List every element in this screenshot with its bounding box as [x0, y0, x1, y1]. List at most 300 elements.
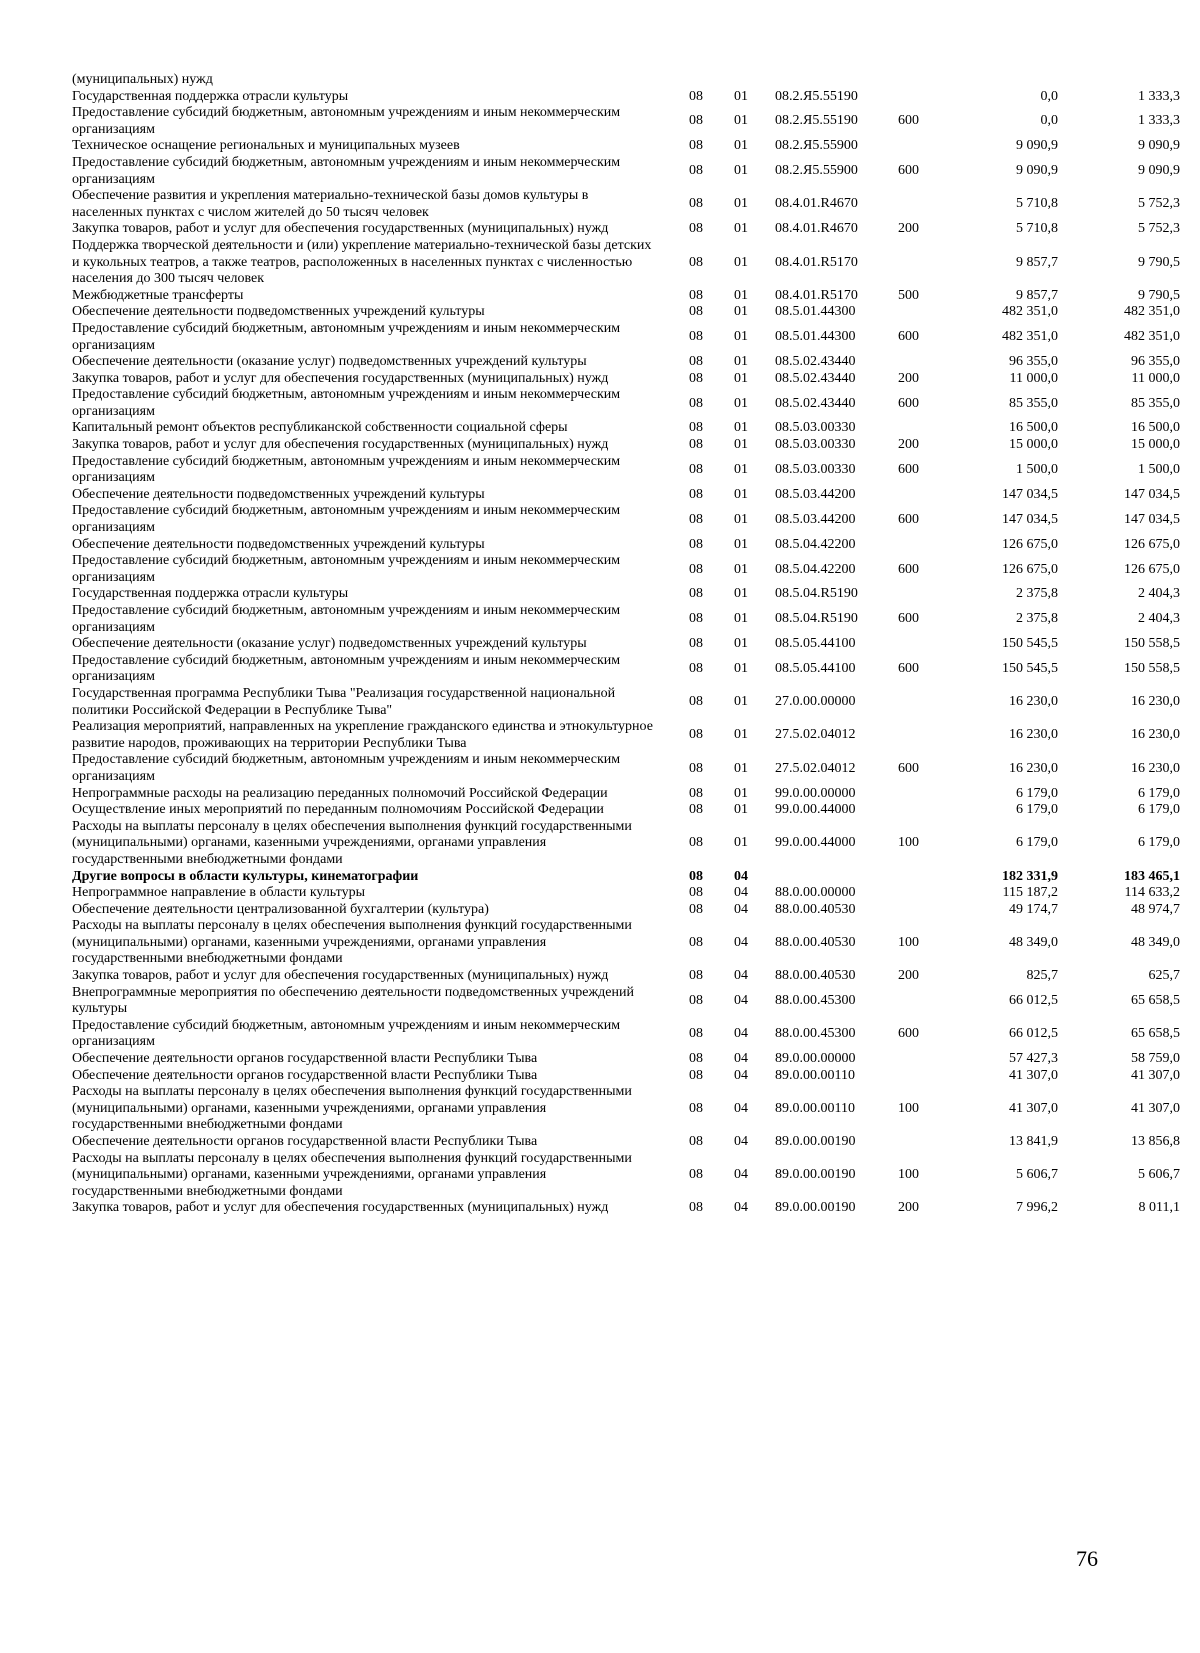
row-section-code: 08	[689, 934, 703, 950]
row-subsection-code: 01	[734, 727, 748, 743]
row-subsection-code: 01	[734, 536, 748, 552]
row-amount-year-1: 147 034,5	[1002, 511, 1058, 527]
row-amount-year-2: 6 179,0	[1138, 835, 1180, 851]
row-section-code: 08	[689, 694, 703, 710]
row-amount-year-1: 16 230,0	[1009, 727, 1058, 743]
table-row	[72, 1084, 1180, 1134]
row-name: Предоставление субсидий бюджетным, автономным учреждениям и иным некоммерческим организациям	[72, 553, 621, 585]
row-section-code: 08	[689, 461, 703, 477]
row-target-article: 88.0.00.40530	[775, 968, 856, 984]
row-target-article: 08.2.Я5.55900	[775, 163, 858, 179]
row-target-article	[765, 869, 892, 886]
row-subsection-code: 04	[734, 934, 748, 950]
row-amount-year-1: 0,0	[1040, 113, 1058, 129]
table-row	[72, 819, 1180, 869]
row-section-code: 08	[689, 802, 703, 818]
row-amount-year-1: 41 307,0	[1009, 1067, 1058, 1083]
row-section-code: 08	[689, 370, 703, 386]
budget-table	[72, 72, 1180, 1217]
row-name: Реализация мероприятий, направленных на укрепление гражданского единства и этнокультурное развитие народов, проживающих на территории Республики Тыва	[72, 719, 653, 751]
row-expense-type: 100	[898, 835, 919, 851]
row-expense-type: 200	[898, 221, 919, 237]
row-subsection-code: 01	[734, 486, 748, 502]
row-amount-year-1: 482 351,0	[1002, 304, 1058, 320]
row-amount-year-1: 96 355,0	[1009, 354, 1058, 370]
row-amount-year-2: 8 011,1	[1138, 1200, 1180, 1216]
row-amount-year-2	[1070, 72, 1180, 89]
row-name: Закупка товаров, работ и услуг для обеспечения государственных (муниципальных) нужд	[72, 437, 609, 453]
page-number: 76	[1076, 1546, 1098, 1571]
row-amount-year-2: 147 034,5	[1124, 511, 1180, 527]
row-target-article: 89.0.00.00190	[775, 1167, 856, 1183]
table-row	[72, 371, 1180, 388]
row-amount-year-1: 41 307,0	[1009, 1100, 1058, 1116]
table-row	[72, 354, 1180, 371]
table-row	[72, 387, 1180, 420]
row-amount-year-2: 96 355,0	[1131, 354, 1180, 370]
budget-table-body	[72, 72, 1180, 1217]
row-target-article: 08.5.05.44100	[775, 661, 856, 677]
row-subsection-code: 01	[734, 329, 748, 345]
row-name: Обеспечение деятельности (оказание услуг) подведомственных учреждений культуры	[72, 354, 587, 370]
row-amount-year-2: 9 090,9	[1138, 163, 1180, 179]
table-row	[72, 420, 1180, 437]
row-name: Государственная программа Республики Тыва "Реализация государственной национальной политики Российской Федерации в Республике Тыва"	[72, 685, 616, 718]
row-amount-year-2: 625,7	[1148, 968, 1180, 984]
row-amount-year-2: 13 856,8	[1131, 1134, 1180, 1149]
row-expense-type: 600	[898, 760, 919, 776]
row-amount-year-2: 147 034,5	[1124, 486, 1180, 502]
row-expense-type: 200	[898, 437, 919, 453]
row-expense-type	[892, 1134, 948, 1151]
row-section-code: 08	[689, 1051, 703, 1067]
row-expense-type: 100	[898, 1167, 919, 1183]
row-amount-year-1: 2 375,8	[1016, 611, 1058, 627]
row-expense-type: 600	[898, 611, 919, 627]
row-target-article: 08.4.01.R5170	[775, 254, 858, 270]
row-amount-year-1: 482 351,0	[1002, 329, 1058, 345]
row-amount-year-2: 16 500,0	[1131, 420, 1180, 436]
row-amount-year-1: 150 545,5	[1002, 636, 1058, 652]
row-expense-type	[892, 902, 948, 919]
row-subsection-code: 01	[734, 461, 748, 477]
table-row	[72, 454, 1180, 487]
row-subsection-code: 01	[734, 561, 748, 577]
table-row	[72, 603, 1180, 636]
row-expense-type: 600	[898, 113, 919, 129]
row-expense-type: 200	[898, 370, 919, 386]
row-section-code: 08	[689, 636, 703, 652]
table-row	[72, 985, 1180, 1018]
row-expense-type	[892, 586, 948, 603]
row-amount-year-1: 5 710,8	[1016, 196, 1058, 212]
row-expense-type	[892, 138, 948, 155]
row-amount-year-2: 11 000,0	[1131, 370, 1180, 386]
table-row	[72, 918, 1180, 968]
row-section-code: 08	[689, 511, 703, 527]
row-subsection-code: 04	[734, 1167, 748, 1183]
row-subsection-code: 01	[734, 113, 748, 129]
row-section-code: 08	[689, 354, 703, 370]
row-section-code: 08	[689, 992, 703, 1008]
row-amount-year-1: 6 179,0	[1016, 835, 1058, 851]
table-row	[72, 105, 1180, 138]
row-expense-type	[892, 420, 948, 437]
row-amount-year-1: 5 606,7	[1016, 1167, 1058, 1183]
row-expense-type: 600	[898, 461, 919, 477]
row-name: Обеспечение деятельности подведомственных учреждений культуры	[72, 536, 485, 552]
row-name: Предоставление субсидий бюджетным, автономным учреждениям и иным некоммерческим организациям	[72, 752, 621, 784]
row-amount-year-2: 58 759,0	[1131, 1051, 1180, 1067]
row-target-article: 08.5.04.R5190	[775, 611, 858, 627]
row-amount-year-2: 16 230,0	[1131, 694, 1180, 710]
row-target-article: 27.5.02.04012	[775, 727, 856, 743]
table-row	[72, 1068, 1180, 1085]
row-section-code: 08	[689, 486, 703, 502]
row-amount-year-2: 48 349,0	[1131, 934, 1180, 950]
row-section-code: 08	[689, 1100, 703, 1116]
row-section-code: 08	[689, 661, 703, 677]
row-amount-year-2: 85 355,0	[1131, 395, 1180, 411]
row-name: Предоставление субсидий бюджетным, автономным учреждениям и иным некоммерческим организациям	[72, 453, 621, 486]
row-expense-type	[892, 72, 948, 89]
row-target-article: 88.0.00.40530	[775, 901, 856, 917]
row-name: Обеспечение деятельности органов государственной власти Республики Тыва	[72, 1134, 538, 1149]
row-amount-year-1: 15 000,0	[1009, 437, 1058, 453]
row-expense-type	[892, 1068, 948, 1085]
row-expense-type	[892, 188, 948, 221]
row-subsection-code: 01	[734, 511, 748, 527]
table-row	[72, 72, 1180, 89]
table-row	[72, 1200, 1180, 1217]
row-amount-year-2: 41 307,0	[1131, 1100, 1180, 1116]
row-section-code: 08	[689, 88, 703, 104]
table-row	[72, 653, 1180, 686]
row-subsection-code: 01	[734, 785, 748, 801]
row-section-code: 08	[689, 196, 703, 212]
row-name: Государственная поддержка отрасли культуры	[72, 586, 349, 602]
row-section-code: 08	[689, 138, 703, 154]
row-subsection-code: 04	[734, 901, 748, 917]
row-expense-type	[892, 786, 948, 803]
budget-page	[72, 72, 1180, 1217]
row-expense-type: 600	[898, 163, 919, 179]
row-amount-year-1: 13 841,9	[1009, 1134, 1058, 1149]
row-target-article: 89.0.00.00000	[775, 1051, 856, 1067]
row-subsection-code: 01	[734, 694, 748, 710]
table-row	[72, 437, 1180, 454]
row-expense-type	[892, 719, 948, 752]
row-amount-year-1: 57 427,3	[1009, 1051, 1058, 1067]
row-target-article: 08.5.04.42200	[775, 561, 856, 577]
row-amount-year-2: 9 790,5	[1138, 287, 1180, 303]
table-row	[72, 968, 1180, 985]
row-amount-year-2: 150 558,5	[1124, 636, 1180, 652]
table-row	[72, 288, 1180, 305]
row-expense-type: 600	[898, 561, 919, 577]
row-expense-type: 200	[898, 968, 919, 984]
row-target-article: 89.0.00.00190	[775, 1134, 856, 1149]
row-name: Государственная поддержка отрасли культуры	[72, 88, 349, 104]
row-name: Обеспечение развития и укрепления материально-технической базы домов культуры в населенных пунктах с числом жителей до 50 тысяч человек	[72, 188, 589, 220]
row-subsection-code: 01	[734, 661, 748, 677]
row-expense-type: 600	[898, 1026, 919, 1042]
row-subsection-code: 01	[734, 835, 748, 851]
row-section-code: 08	[689, 113, 703, 129]
row-amount-year-2: 6 179,0	[1138, 785, 1180, 801]
row-amount-year-1: 5 710,8	[1016, 221, 1058, 237]
row-amount-year-1: 9 090,9	[1016, 163, 1058, 179]
row-amount-year-1: 825,7	[1026, 968, 1058, 984]
row-section-code: 08	[689, 1134, 703, 1149]
row-section-code: 08	[689, 395, 703, 411]
row-target-article: 08.4.01.R4670	[775, 196, 858, 212]
row-subsection-code: 04	[734, 992, 748, 1008]
row-subsection-code: 01	[734, 636, 748, 652]
row-name: Расходы на выплаты персоналу в целях обеспечения выполнения функций государственными (муниципальными) органами, казенными учреждениями, органами управления государственными внебюджетными фондами	[72, 818, 632, 867]
row-name: Предоставление субсидий бюджетным, автономным учреждениям и иным некоммерческим организациям	[72, 652, 621, 685]
table-row	[72, 553, 1180, 586]
row-name: Предоставление субсидий бюджетным, автономным учреждениям и иным некоммерческим организациям	[72, 503, 621, 536]
row-name: Закупка товаров, работ и услуг для обеспечения государственных (муниципальных) нужд	[72, 221, 609, 237]
row-amount-year-2: 126 675,0	[1124, 561, 1180, 577]
row-amount-year-1: 49 174,7	[1009, 901, 1058, 917]
row-expense-type: 500	[898, 287, 919, 303]
row-subsection-code: 04	[734, 1026, 748, 1042]
row-expense-type	[892, 802, 948, 819]
row-target-article: 08.5.02.43440	[775, 354, 856, 370]
row-subsection-code: 04	[734, 1134, 748, 1149]
table-row	[72, 487, 1180, 504]
table-row	[72, 786, 1180, 803]
row-expense-type: 600	[898, 511, 919, 527]
row-name: (муниципальных) нужд	[72, 72, 213, 87]
row-name: Внепрограммные мероприятия по обеспечению деятельности подведомственных учреждений культуры	[72, 984, 634, 1017]
row-name: Непрограммное направление в области культуры	[72, 885, 365, 901]
row-target-article: 08.4.01.R4670	[775, 221, 858, 237]
row-amount-year-2: 6 179,0	[1138, 802, 1180, 818]
row-amount-year-2: 16 230,0	[1131, 760, 1180, 776]
row-amount-year-2: 1 333,3	[1138, 113, 1180, 129]
row-target-article: 08.5.05.44100	[775, 636, 856, 652]
row-expense-type	[892, 869, 948, 886]
row-name: Закупка товаров, работ и услуг для обеспечения государственных (муниципальных) нужд	[72, 1200, 609, 1216]
row-target-article: 08.5.03.00330	[775, 461, 856, 477]
row-amount-year-2: 9 090,9	[1138, 138, 1180, 154]
row-target-article: 08.5.04.R5190	[775, 586, 858, 602]
row-subsection-code: 01	[734, 586, 748, 602]
row-target-article: 08.5.03.00330	[775, 437, 856, 453]
row-section-code: 08	[689, 611, 703, 627]
row-amount-year-1: 150 545,5	[1002, 661, 1058, 677]
row-target-article: 88.0.00.45300	[775, 1026, 856, 1042]
row-amount-year-1: 7 996,2	[1016, 1200, 1058, 1216]
row-amount-year-1: 16 500,0	[1009, 420, 1058, 436]
row-amount-year-2: 5 606,7	[1138, 1167, 1180, 1183]
row-section-code: 08	[689, 760, 703, 776]
row-section-code: 08	[689, 1026, 703, 1042]
row-expense-type	[892, 885, 948, 902]
row-expense-type: 600	[898, 661, 919, 677]
row-subsection-code: 01	[734, 163, 748, 179]
row-target-article: 89.0.00.00190	[775, 1200, 856, 1216]
row-section-code: 08	[689, 536, 703, 552]
row-subsection-code: 04	[734, 1051, 748, 1067]
row-amount-year-2: 2 404,3	[1138, 586, 1180, 602]
row-target-article: 27.0.00.00000	[775, 694, 856, 710]
row-name: Обеспечение деятельности подведомственных учреждений культуры	[72, 304, 485, 320]
row-target-article: 08.2.Я5.55900	[775, 138, 858, 154]
row-name: Предоставление субсидий бюджетным, автономным учреждениям и иным некоммерческим организациям	[72, 603, 621, 635]
row-section-code: 08	[689, 561, 703, 577]
table-row	[72, 686, 1180, 719]
row-target-article: 08.2.Я5.55190	[775, 113, 858, 129]
row-amount-year-2: 9 790,5	[1138, 254, 1180, 270]
row-name: Капитальный ремонт объектов республиканской собственности социальной сферы	[72, 420, 568, 436]
row-name: Обеспечение деятельности (оказание услуг) подведомственных учреждений культуры	[72, 636, 587, 652]
row-section-code: 08	[689, 304, 703, 320]
row-subsection-code: 01	[734, 395, 748, 411]
row-amount-year-2: 1 500,0	[1138, 461, 1180, 477]
row-name: Предоставление субсидий бюджетным, автономным учреждениям и иным некоммерческим организациям	[72, 154, 621, 187]
row-section-code: 08	[689, 1067, 703, 1083]
row-target-article: 08.5.04.42200	[775, 536, 856, 552]
row-section-code: 08	[689, 968, 703, 984]
table-row	[72, 1134, 1180, 1151]
row-name: Закупка товаров, работ и услуг для обеспечения государственных (муниципальных) нужд	[72, 968, 609, 984]
row-name: Обеспечение деятельности органов государственной власти Республики Тыва	[72, 1051, 538, 1067]
row-subsection-code: 01	[734, 611, 748, 627]
row-target-article: 08.5.03.44200	[775, 486, 856, 502]
row-section-code: 08	[689, 254, 703, 270]
row-amount-year-2: 5 752,3	[1138, 196, 1180, 212]
row-amount-year-2: 65 658,5	[1131, 992, 1180, 1008]
row-amount-year-1: 2 375,8	[1016, 586, 1058, 602]
row-subsection-code: 04	[734, 868, 748, 884]
row-section-code: 08	[689, 835, 703, 851]
row-target-article: 99.0.00.44000	[775, 802, 856, 818]
row-subsection-code: 01	[734, 287, 748, 303]
table-row	[72, 238, 1180, 288]
row-amount-year-1: 126 675,0	[1002, 561, 1058, 577]
row-amount-year-1: 48 349,0	[1009, 934, 1058, 950]
row-target-article: 08.4.01.R5170	[775, 287, 858, 303]
row-target-article: 08.5.01.44300	[775, 304, 856, 320]
row-amount-year-2: 48 974,7	[1131, 901, 1180, 917]
row-target-article: 99.0.00.00000	[775, 785, 856, 801]
row-amount-year-2: 41 307,0	[1131, 1067, 1180, 1083]
row-amount-year-1: 66 012,5	[1009, 1026, 1058, 1042]
row-name: Осуществление иных мероприятий по переданным полномочиям Российской Федерации	[72, 802, 604, 818]
row-subsection-code: 01	[734, 304, 748, 320]
row-subsection-code: 04	[734, 1200, 748, 1216]
table-row	[72, 869, 1180, 886]
row-target-article: 89.0.00.00110	[775, 1067, 855, 1083]
row-expense-type: 600	[898, 329, 919, 345]
table-row	[72, 902, 1180, 919]
row-expense-type	[892, 89, 948, 106]
row-target-article: 08.5.03.00330	[775, 420, 856, 436]
row-section-code: 08	[689, 901, 703, 917]
table-row	[72, 321, 1180, 354]
row-section-code: 08	[689, 1200, 703, 1216]
row-name: Поддержка творческой деятельности и (или) укрепление материально-технической базы детских и кукольных театров, а также театров, расположенных в населенных пунктах с численностью населения до 300 тысяч человек	[72, 237, 652, 287]
table-row	[72, 1018, 1180, 1051]
row-expense-type: 600	[898, 395, 919, 411]
table-row	[72, 1151, 1180, 1201]
row-name: Закупка товаров, работ и услуг для обеспечения государственных (муниципальных) нужд	[72, 370, 609, 386]
row-expense-type	[892, 537, 948, 554]
table-row	[72, 586, 1180, 603]
row-target-article	[765, 72, 892, 89]
row-amount-year-1	[948, 72, 1070, 89]
row-section-code: 08	[689, 221, 703, 237]
row-amount-year-2: 482 351,0	[1124, 329, 1180, 345]
row-expense-type	[892, 354, 948, 371]
row-amount-year-1: 6 179,0	[1016, 802, 1058, 818]
row-name: Обеспечение деятельности подведомственных учреждений культуры	[72, 486, 485, 502]
row-subsection-code: 01	[734, 370, 748, 386]
row-expense-type: 200	[898, 1200, 919, 1216]
row-amount-year-1: 85 355,0	[1009, 395, 1058, 411]
row-section-code: 08	[689, 163, 703, 179]
row-amount-year-2: 482 351,0	[1124, 304, 1180, 320]
row-expense-type: 100	[898, 1100, 919, 1116]
table-row	[72, 304, 1180, 321]
row-amount-year-1: 16 230,0	[1009, 760, 1058, 776]
table-row	[72, 885, 1180, 902]
row-amount-year-2: 126 675,0	[1124, 536, 1180, 552]
row-amount-year-1: 182 331,9	[1002, 868, 1058, 884]
row-target-article: 99.0.00.44000	[775, 835, 856, 851]
row-name: Обеспечение деятельности централизованной бухгалтерии (культура)	[72, 901, 489, 917]
row-section-code	[668, 72, 720, 89]
row-subsection-code: 01	[734, 420, 748, 436]
row-section-code: 08	[689, 885, 703, 901]
row-subsection-code: 01	[734, 196, 748, 212]
row-target-article: 08.5.02.43440	[775, 370, 856, 386]
table-row	[72, 155, 1180, 188]
row-name: Расходы на выплаты персоналу в целях обеспечения выполнения функций государственными (муниципальными) органами, казенными учреждениями, органами управления государственными внебюджетными фондами	[72, 1084, 632, 1133]
row-section-code: 08	[689, 868, 703, 884]
row-expense-type	[892, 686, 948, 719]
row-name: Техническое оснащение региональных и муниципальных музеев	[72, 138, 460, 154]
row-subsection-code: 01	[734, 354, 748, 370]
row-target-article: 88.0.00.40530	[775, 934, 856, 950]
row-name: Предоставление субсидий бюджетным, автономным учреждениям и иным некоммерческим организациям	[72, 1017, 621, 1050]
table-row	[72, 719, 1180, 752]
row-subsection-code: 01	[734, 760, 748, 776]
row-subsection-code: 04	[734, 1100, 748, 1116]
row-subsection-code: 01	[734, 254, 748, 270]
row-section-code: 08	[689, 727, 703, 743]
row-target-article: 88.0.00.45300	[775, 992, 856, 1008]
row-amount-year-1: 1 500,0	[1016, 461, 1058, 477]
row-expense-type	[892, 304, 948, 321]
row-name: Предоставление субсидий бюджетным, автономным учреждениям и иным некоммерческим организациям	[72, 387, 621, 419]
table-row	[72, 89, 1180, 106]
row-amount-year-1: 147 034,5	[1002, 486, 1058, 502]
row-subsection-code: 04	[734, 1067, 748, 1083]
row-name: Обеспечение деятельности органов государственной власти Республики Тыва	[72, 1067, 538, 1083]
row-amount-year-2: 150 558,5	[1124, 661, 1180, 677]
row-name: Расходы на выплаты персоналу в целях обеспечения выполнения функций государственными (муниципальными) органами, казенными учреждениями, органами управления государственными внебюджетными фондами	[72, 1150, 632, 1199]
table-row	[72, 1051, 1180, 1068]
row-subsection-code: 01	[734, 138, 748, 154]
row-amount-year-1: 16 230,0	[1009, 694, 1058, 710]
row-target-article: 27.5.02.04012	[775, 760, 856, 776]
row-amount-year-1: 6 179,0	[1016, 785, 1058, 801]
